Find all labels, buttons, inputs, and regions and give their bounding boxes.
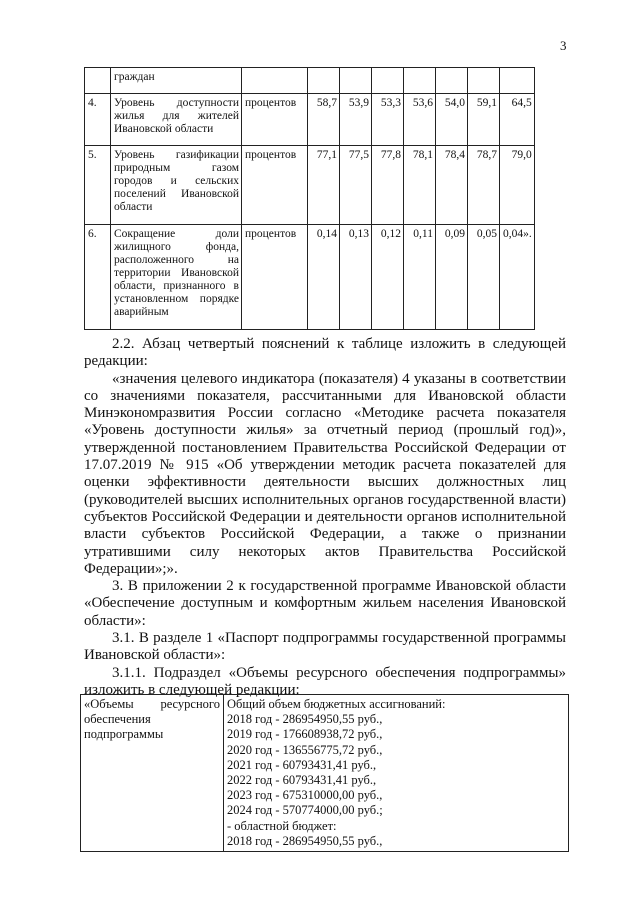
- value-cell: 0,14: [308, 225, 340, 330]
- value-cell: 0,13: [340, 225, 372, 330]
- resources-label: «Объемы ресурсного обеспечения подпрограммы: [81, 695, 224, 852]
- value-cell: 77,1: [308, 146, 340, 225]
- resource-line: 2022 год - 60793431,41 руб.,: [227, 773, 377, 788]
- paragraph: «значения целевого индикатора (показателя) 4 указаны в соответствии со значениями показателя, рассчитанными для Ивановской области Минэкономразвития России согласно «Методике расчета показателя «Уровень доступности жилья» за отчетный период (прошлый год)», утвержденной постановлением Правительства Российской Федерации от 17.07.2019 № 915 «Об утверждении методик расчета показателей для оценки эффективности деятельности высших должностных лиц (руководителей высших исполнительных органов государственной власти) субъектов Российской Федерации и деятельности органов исполнительной власти субъектов Российской Федерации, а также о признании утратившими силу некоторых актов Правительства Российской Федерации»;».: [84, 370, 566, 577]
- value-cell: 64,5: [500, 94, 535, 146]
- value-cell: 78,7: [468, 146, 500, 225]
- paragraph: 2.2. Абзац четвертый пояснений к таблице изложить в следующей редакции:: [84, 336, 566, 370]
- value-cell: 77,8: [372, 146, 404, 225]
- value-cell: 79,0: [500, 146, 535, 225]
- value-cell: 0,11: [404, 225, 436, 330]
- value-cell: 0,12: [372, 225, 404, 330]
- resource-line: Общий объем бюджетных ассигнований:: [227, 697, 446, 711]
- table-row: [85, 68, 535, 94]
- page-number: 3: [560, 38, 567, 53]
- table-row: [85, 94, 535, 146]
- row-number: 4.: [85, 94, 111, 146]
- indicator-table: [84, 67, 535, 330]
- resource-line: 2018 год - 286954950,55 руб.,: [227, 833, 383, 848]
- value-cell: 0,05: [468, 225, 500, 330]
- unit: процентов: [242, 225, 308, 330]
- row-number: 5.: [85, 146, 111, 225]
- resource-line: 2024 год - 570774000,00 руб.;: [227, 803, 383, 818]
- indicator-name: Уровень доступности жилья для жителей Ивановской области: [111, 94, 242, 146]
- resources-table: [80, 694, 569, 852]
- value-cell: 54,0: [436, 94, 468, 146]
- resource-line: 2021 год - 60793431,41 руб.,: [227, 757, 377, 772]
- body-text: [84, 336, 566, 699]
- value-cell: 59,1: [468, 94, 500, 146]
- unit: процентов: [242, 94, 308, 146]
- value-cell: 58,7: [308, 94, 340, 146]
- value-cell: 77,5: [340, 146, 372, 225]
- resource-line: - областной бюджет:: [227, 818, 337, 833]
- row-number: 6.: [85, 225, 111, 330]
- paragraph: 3.1.1. Подраздел «Объемы ресурсного обеспечения подпрограммы» изложить в следующей редакции:: [84, 664, 566, 698]
- value-cell: 53,3: [372, 94, 404, 146]
- value-cell: 53,9: [340, 94, 372, 146]
- indicator-name: граждан: [111, 68, 242, 94]
- resource-line: 2023 год - 675310000,00 руб.,: [227, 788, 383, 803]
- resources-values: [224, 695, 569, 852]
- unit: процентов: [242, 146, 308, 225]
- paragraph: 3. В приложении 2 к государственной программе Ивановской области «Обеспечение доступным и комфортным жильем населения Ивановской области»:: [84, 578, 566, 629]
- table-row: [81, 695, 569, 852]
- table-row: [85, 146, 535, 225]
- value-cell: 0,04».: [500, 225, 535, 330]
- resource-line: 2018 год - 286954950,55 руб.,: [227, 712, 383, 727]
- value-cell: 78,1: [404, 146, 436, 225]
- resource-line: 2019 год - 176608938,72 руб.,: [227, 727, 383, 742]
- resource-line: 2020 год - 136556775,72 руб.,: [227, 742, 383, 757]
- value-cell: 53,6: [404, 94, 436, 146]
- value-cell: 0,09: [436, 225, 468, 330]
- table-row: [85, 225, 535, 330]
- indicator-name: Уровень газификации природным газом городов и сельских поселений Ивановской области: [111, 146, 242, 225]
- value-cell: 78,4: [436, 146, 468, 225]
- paragraph: 3.1. В разделе 1 «Паспорт подпрограммы государственной программы Ивановской области»:: [84, 630, 566, 664]
- indicator-name: Сокращение доли жилищного фонда, расположенного на территории Ивановской области, признанного в установленном порядке аварийным: [111, 225, 242, 330]
